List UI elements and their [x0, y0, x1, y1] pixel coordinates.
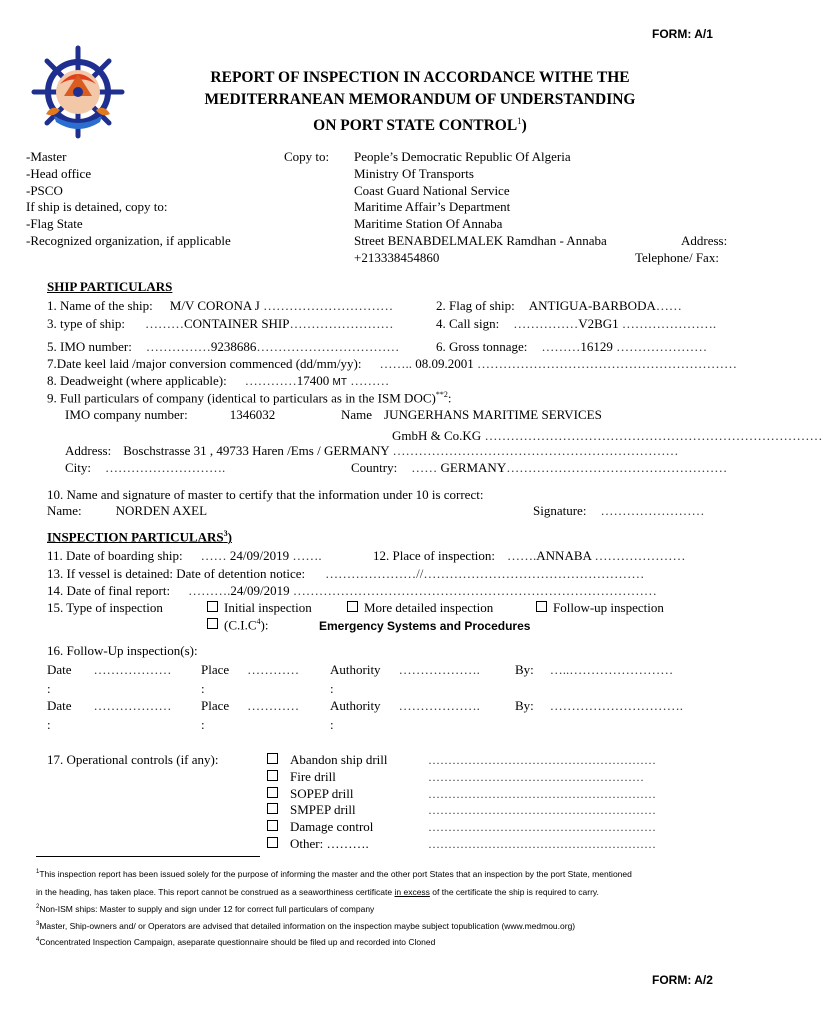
- footnote-2: $^2$Non-ISM ships: Master to supply and sign under 12 for correct full particulars of company: [36, 904, 375, 914]
- operational-controls-list: [267, 752, 388, 853]
- follow-up-authority-2: Authority ……………….: [330, 698, 480, 713]
- cic-value: Emergency Systems and Procedures: [319, 619, 531, 633]
- footnote-separator: [36, 856, 260, 857]
- follow-up-inspection-checkbox[interactable]: [536, 601, 547, 612]
- form-number-bottom: FORM: A/2: [652, 973, 713, 987]
- inspection-particulars-heading: INSPECTION PARTICULARS$^3$): [47, 529, 232, 545]
- boarding-date-row: 11. Date of boarding ship: …… 24/09/2019 …….: [47, 548, 322, 563]
- footnote-3: $^3$Master, Ship-owners and/ or Operators are advised that detailed information on the inspection maybe subject topublication (www.medmou.org): [36, 921, 576, 931]
- report-title-line3: ON PORT STATE CONTROL$^1$): [313, 116, 527, 135]
- initial-inspection-option[interactable]: Initial inspection: [207, 600, 312, 616]
- drill-abandon-ship[interactable]: Abandon ship drill: [267, 752, 388, 769]
- imo-company-number: IMO company number: 1346032: [65, 407, 276, 422]
- follow-up-by-2: By: ………………………….: [515, 698, 684, 713]
- initial-inspection-checkbox[interactable]: [207, 601, 218, 612]
- form-number-top: FORM: A/1: [652, 27, 713, 41]
- colon-mark: :: [330, 681, 334, 696]
- report-title-line1: REPORT OF INSPECTION IN ACCORDANCE WITHE THE: [210, 69, 630, 86]
- recipient-list: -Master -Head office -PSCO If ship is detained, copy to: -Flag State -Recognized organization, if applicable: [26, 149, 231, 248]
- company-country: Country: …… GERMANY……………………………………………: [351, 460, 728, 475]
- inspection-type-label: 15. Type of inspection: [47, 600, 163, 615]
- follow-up-place-1: Place …………: [201, 662, 300, 677]
- cic-option[interactable]: $(C.I.C^4)$:: [207, 617, 268, 633]
- company-name-cont: GmbH & Co.KG ……………………………………………………………………: [392, 428, 822, 443]
- master-certify-row: 10. Name and signature of master to certify that the information under 10 is correct:: [47, 487, 484, 502]
- follow-up-heading: 16. Follow-Up inspection(s):: [47, 643, 198, 658]
- colon-mark: :: [47, 717, 51, 732]
- drill-checkbox[interactable]: [267, 820, 278, 831]
- footnote-4: $^4$Concentrated Inspection Campaign, aseparate questionnaire should be filed up and recorded into Cloned: [36, 937, 436, 947]
- master-name: Name: NORDEN AXEL: [47, 503, 208, 518]
- drill-fire[interactable]: Fire drill: [267, 769, 388, 786]
- detailed-inspection-checkbox[interactable]: [347, 601, 358, 612]
- follow-up-authority-1: Authority ……………….: [330, 662, 480, 677]
- medmou-logo: [30, 44, 126, 140]
- copy-to-label: Copy to:: [284, 149, 330, 164]
- flag-row: 2. Flag of ship: ANTIGUA-BARBODA……: [436, 298, 682, 313]
- colon-mark: :: [330, 717, 334, 732]
- ship-type-row: 3. type of ship: ………CONTAINER SHIP……………………: [47, 316, 394, 331]
- follow-up-date-2: Date ………………: [47, 698, 172, 713]
- drill-checkbox[interactable]: [267, 753, 278, 764]
- drill-sopep[interactable]: SOPEP drill: [267, 786, 388, 803]
- footnote-1-cont: in the heading, has taken place. This report cannot be construed as a seaworthiness certificate in excess of the certificate the ship is required to carry.: [36, 887, 599, 897]
- master-signature: Signature: ……………………: [533, 503, 705, 518]
- company-city: City: ……………………….: [65, 460, 226, 475]
- detention-notice-row: 13. If vessel is detained: Date of detention notice: …………………//……………………………………………: [47, 566, 645, 581]
- ship-name-row: 1. Name of the ship: M/V CORONA J …………………………: [47, 298, 394, 313]
- ship-particulars-heading: SHIP PARTICULARS: [47, 279, 173, 294]
- follow-up-by-1: By: …..……………………: [515, 662, 674, 677]
- colon-mark: :: [201, 717, 205, 732]
- detailed-inspection-option[interactable]: More detailed inspection: [347, 600, 493, 616]
- report-title-line2: MEDITERRANEAN MEMORANDUM OF UNDERSTANDING: [204, 91, 636, 108]
- footnote-1: $^1$This inspection report has been issued solely for the purpose of informing the master and the other port States that an inspection by the port State, mentioned: [36, 869, 632, 879]
- drill-checkbox[interactable]: [267, 770, 278, 781]
- gross-tonnage-row: 6. Gross tonnage: ………16129 …………………: [436, 339, 708, 354]
- drill-checkbox[interactable]: [267, 787, 278, 798]
- drill-checkbox[interactable]: [267, 837, 278, 848]
- drill-checkbox[interactable]: [267, 803, 278, 814]
- operational-controls-label: 17. Operational controls (if any):: [47, 752, 219, 767]
- address-label: Address:: [681, 233, 728, 248]
- drill-damage-control[interactable]: Damage control: [267, 819, 388, 836]
- keel-laid-row: 7.Date keel laid /major conversion commenced (dd/mm/yy): …….. 08.09.2001 ……………………………………………………: [47, 356, 737, 371]
- company-address: Address: Boschstrasse 31 , 49733 Haren /Ems / GERMANY …………………………………………………………: [65, 443, 679, 458]
- cic-checkbox[interactable]: [207, 618, 218, 629]
- authority-address: People’s Democratic Republic Of Algeria Ministry Of Transports Coast Guard National Service Maritime Affair’s Department Maritime Station Of Annaba Street BENABDELMALEK Ramdhan - Annaba +213338454860: [354, 149, 607, 265]
- company-name: Name JUNGERHANS MARITIME SERVICES: [341, 407, 602, 422]
- telephone-fax-label: Telephone/ Fax:: [635, 250, 719, 265]
- deadweight-row: 8. Deadweight (where applicable): …………17400 MT ………: [47, 373, 390, 388]
- call-sign-row: 4. Call sign: ……………V2BG1 ………………….: [436, 316, 717, 331]
- imo-number-row: 5. IMO number: ……………9238686……………………………: [47, 339, 400, 354]
- operational-controls-dots: ………………………………………………… ……………………………………………… ………………………………………………… ………………………………………………… ………………………………………………… …………………………………………………: [428, 753, 656, 851]
- follow-up-inspection-option[interactable]: Follow-up inspection: [536, 600, 664, 616]
- colon-mark: :: [47, 681, 51, 696]
- colon-mark: :: [201, 681, 205, 696]
- follow-up-place-2: Place …………: [201, 698, 300, 713]
- follow-up-date-1: Date ………………: [47, 662, 172, 677]
- company-particulars-row: 9. Full particulars of company (identical to particulars as in the ISM DOC)$^{**2}$:: [47, 390, 452, 406]
- final-report-date-row: 14. Date of final report: ……….24/09/2019 …………………………………………………………………………: [47, 583, 657, 598]
- drill-other[interactable]: Other: ……….: [267, 836, 388, 853]
- place-of-inspection-row: 12. Place of inspection: …….ANNABA …………………: [373, 548, 686, 563]
- drill-smpep[interactable]: SMPEP drill: [267, 802, 388, 819]
